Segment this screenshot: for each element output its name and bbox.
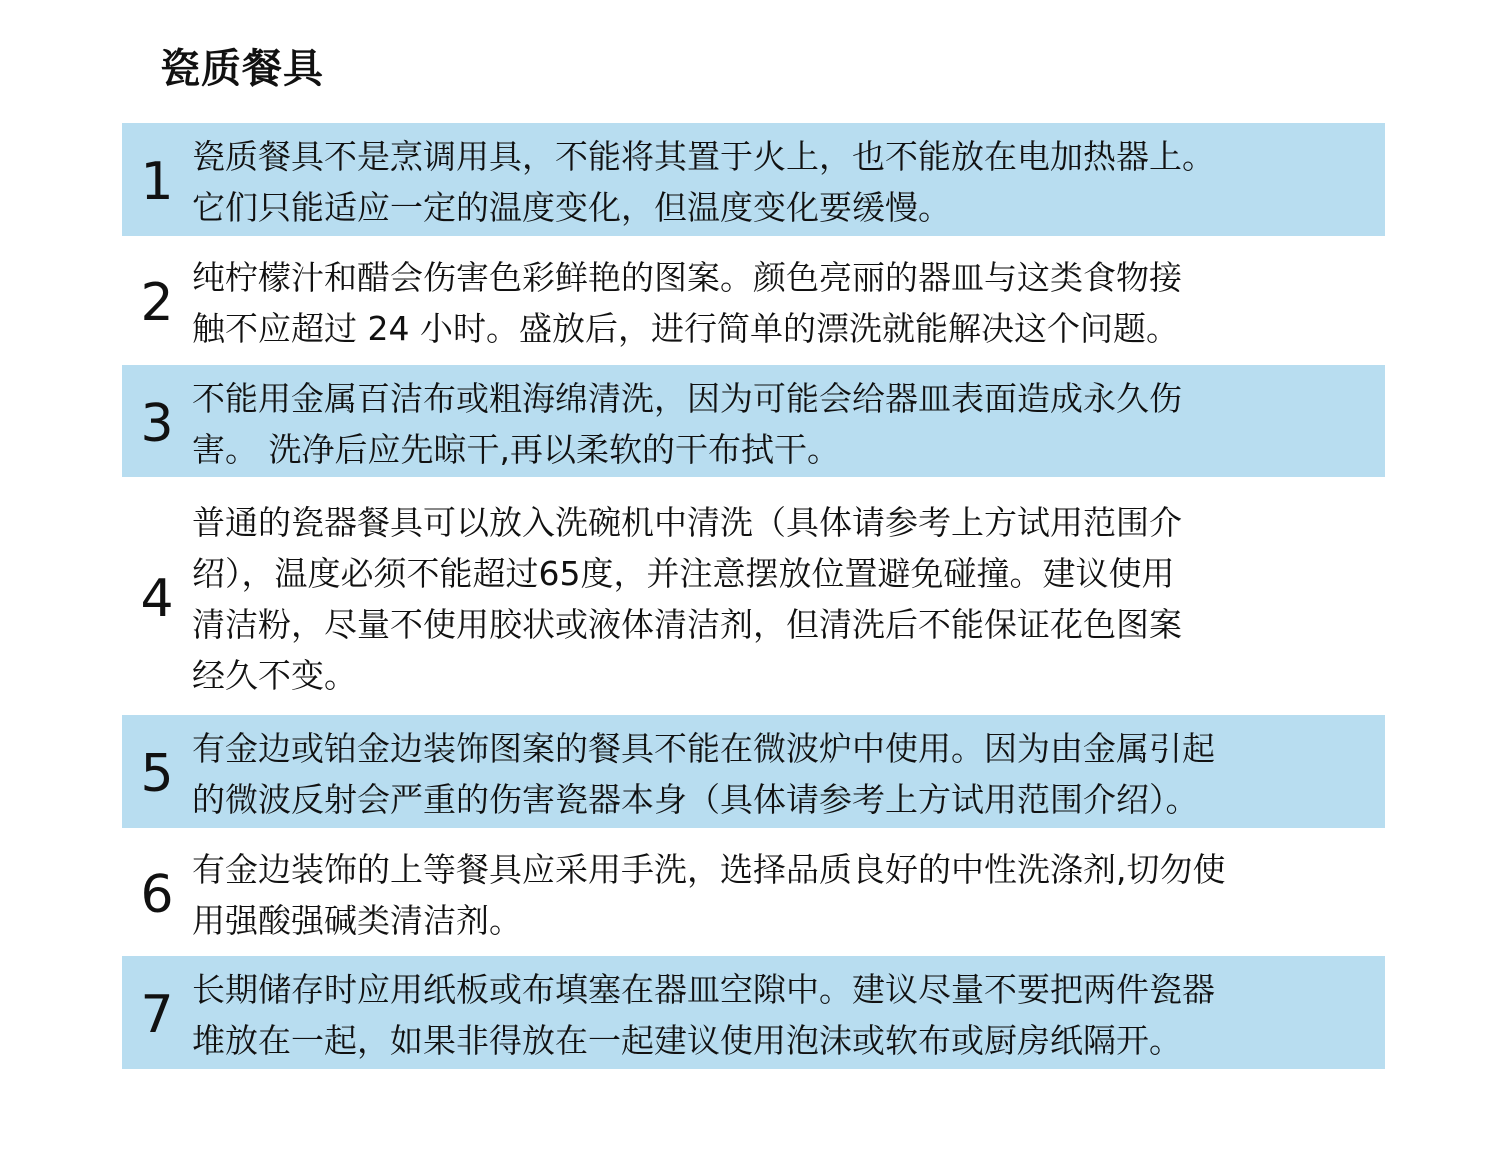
list-item-2 [122, 236, 1385, 365]
item-number: 4 [140, 568, 174, 629]
item-text-line: 经久不变。 [192, 655, 357, 695]
page-title: 瓷质餐具 [160, 46, 324, 92]
item-text-line: 绍），温度必须不能超过65度，并注意摆放位置避免碰撞。建议使用 [192, 553, 1175, 593]
list-item-4 [122, 477, 1385, 715]
item-number: 5 [140, 744, 174, 804]
item-text-line: 清洁粉，尽量不使用胶状或液体清洁剂，但清洗后不能保证花色图案 [192, 604, 1182, 644]
item-text [192, 723, 1385, 825]
item-text-line: 用强酸强碱类清洁剂。 [192, 900, 522, 940]
item-text [192, 131, 1385, 233]
item-text-line: 长期储存时应用纸板或布填塞在器皿空隙中。建议尽量不要把两件瓷器 [192, 970, 1215, 1009]
item-text-line: 瓷质餐具不是烹调用具，不能将其置于火上，也不能放在电加热器上。 [192, 137, 1215, 176]
item-text-line: 普通的瓷器餐具可以放入洗碗机中清洗（具体请参考上方试用范围介 [192, 502, 1182, 542]
item-text-line: 它们只能适应一定的温度变化，但温度变化要缓慢。 [192, 188, 951, 227]
item-text-line: 不能用金属百洁布或粗海绵清洗，因为可能会给器皿表面造成永久伤 [192, 378, 1182, 418]
item-text [192, 497, 1385, 701]
list-item-6 [122, 828, 1385, 956]
item-number: 1 [140, 152, 174, 212]
item-text-line: 触不应超过 24 小时。盛放后，进行简单的漂洗就能解决这个问题。 [192, 309, 1179, 348]
item-text [192, 373, 1385, 475]
item-text [192, 252, 1385, 354]
item-text-line: 的微波反射会严重的伤害瓷器本身（具体请参考上方试用范围介绍）。 [192, 780, 1199, 819]
item-text-line: 堆放在一起，如果非得放在一起建议使用泡沫或软布或厨房纸隔开。 [192, 1021, 1182, 1060]
list-item-1 [122, 123, 1385, 236]
list-item-5 [122, 715, 1385, 828]
list-item-3 [122, 365, 1385, 477]
item-text-line: 有金边装饰的上等餐具应采用手洗，选择品质良好的中性洗涤剂,切勿使 [192, 849, 1226, 889]
item-text-line: 纯柠檬汁和醋会伤害色彩鲜艳的图案。颜色亮丽的器皿与这类食物接 [192, 258, 1182, 297]
item-number: 2 [140, 273, 174, 333]
list-item-7 [122, 956, 1385, 1069]
item-number: 3 [140, 393, 174, 454]
item-text [192, 844, 1385, 946]
item-text-line: 有金边或铂金边装饰图案的餐具不能在微波炉中使用。因为由金属引起 [192, 729, 1215, 768]
care-instructions-list [122, 123, 1385, 1069]
item-text [192, 964, 1385, 1066]
item-text-line: 害。 洗净后应先晾干,再以柔软的干布拭干。 [192, 429, 840, 469]
item-number: 7 [140, 985, 174, 1045]
item-number: 6 [140, 864, 174, 925]
